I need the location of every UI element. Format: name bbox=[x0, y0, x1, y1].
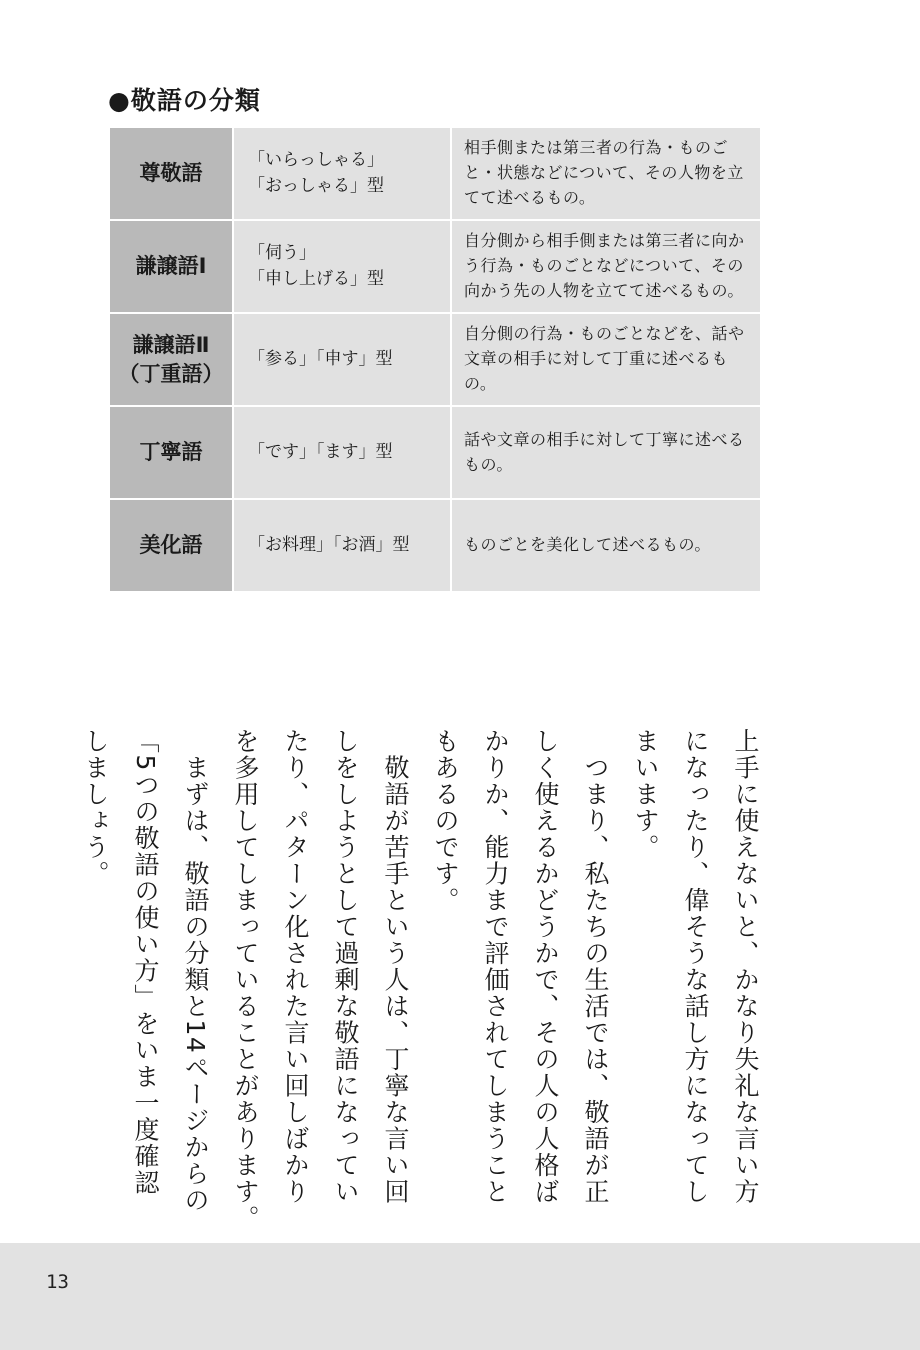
body-paragraph: まずは、敬語の分類と14ページからの 「5つの敬語の使い方」をいま一度確認 しましょう。 bbox=[81, 728, 210, 1214]
page-number: 13 bbox=[46, 1271, 69, 1293]
type-cell: 「お料理」「お酒」型 bbox=[233, 499, 451, 592]
description-cell: 自分側の行為・ものごとなどを、話や文章の相手に対して丁重に述べるもの。 bbox=[451, 313, 761, 406]
table-row bbox=[109, 313, 761, 406]
keigo-classification-table bbox=[108, 126, 762, 593]
vertical-body-text bbox=[70, 728, 770, 1232]
description-cell: 話や文章の相手に対して丁寧に述べるもの。 bbox=[451, 406, 761, 499]
section-title: ●敬語の分類 bbox=[108, 86, 261, 115]
description-cell: 自分側から相手側または第三者に向かう行為・ものごとなどについて、その向かう先の人物を立てて述べるもの。 bbox=[451, 220, 761, 313]
section-heading bbox=[108, 80, 261, 118]
term-cell: 謙譲語Ⅰ bbox=[109, 220, 233, 313]
description-cell: 相手側または第三者の行為・ものごと・状態などについて、その人物を立てて述べるもの。 bbox=[451, 127, 761, 220]
term-cell: 尊敬語 bbox=[109, 127, 233, 220]
type-cell: 「参る」「申す」型 bbox=[233, 313, 451, 406]
type-cell: 「いらっしゃる」 「おっしゃる」型 bbox=[233, 127, 451, 220]
table-row bbox=[109, 406, 761, 499]
body-paragraph: 敬語が苦手という人は、丁寧な言い回 しをしようとして過剰な敬語になってい たり、パターン化された言い回しばかり を多用してしまっていることがあります。 bbox=[231, 728, 410, 1232]
body-paragraph: つまり、私たちの生活では、敬語が正 しく使えるかどうかで、その人の人格ば かりか、能力まで評価されてしまうこと もあるのです。 bbox=[431, 728, 610, 1205]
footer-band bbox=[0, 1243, 920, 1350]
table-row bbox=[109, 127, 761, 220]
table-row bbox=[109, 220, 761, 313]
term-cell: 丁寧語 bbox=[109, 406, 233, 499]
table-row bbox=[109, 499, 761, 592]
body-paragraph: 上手に使えないと、かなり失礼な言い方 になったり、偉そうな話し方になってし まいます。 bbox=[631, 728, 760, 1205]
type-cell: 「伺う」 「申し上げる」型 bbox=[233, 220, 451, 313]
type-cell: 「です」「ます」型 bbox=[233, 406, 451, 499]
term-cell: 謙譲語Ⅱ （丁重語） bbox=[109, 313, 233, 406]
description-cell: ものごとを美化して述べるもの。 bbox=[451, 499, 761, 592]
term-cell: 美化語 bbox=[109, 499, 233, 592]
